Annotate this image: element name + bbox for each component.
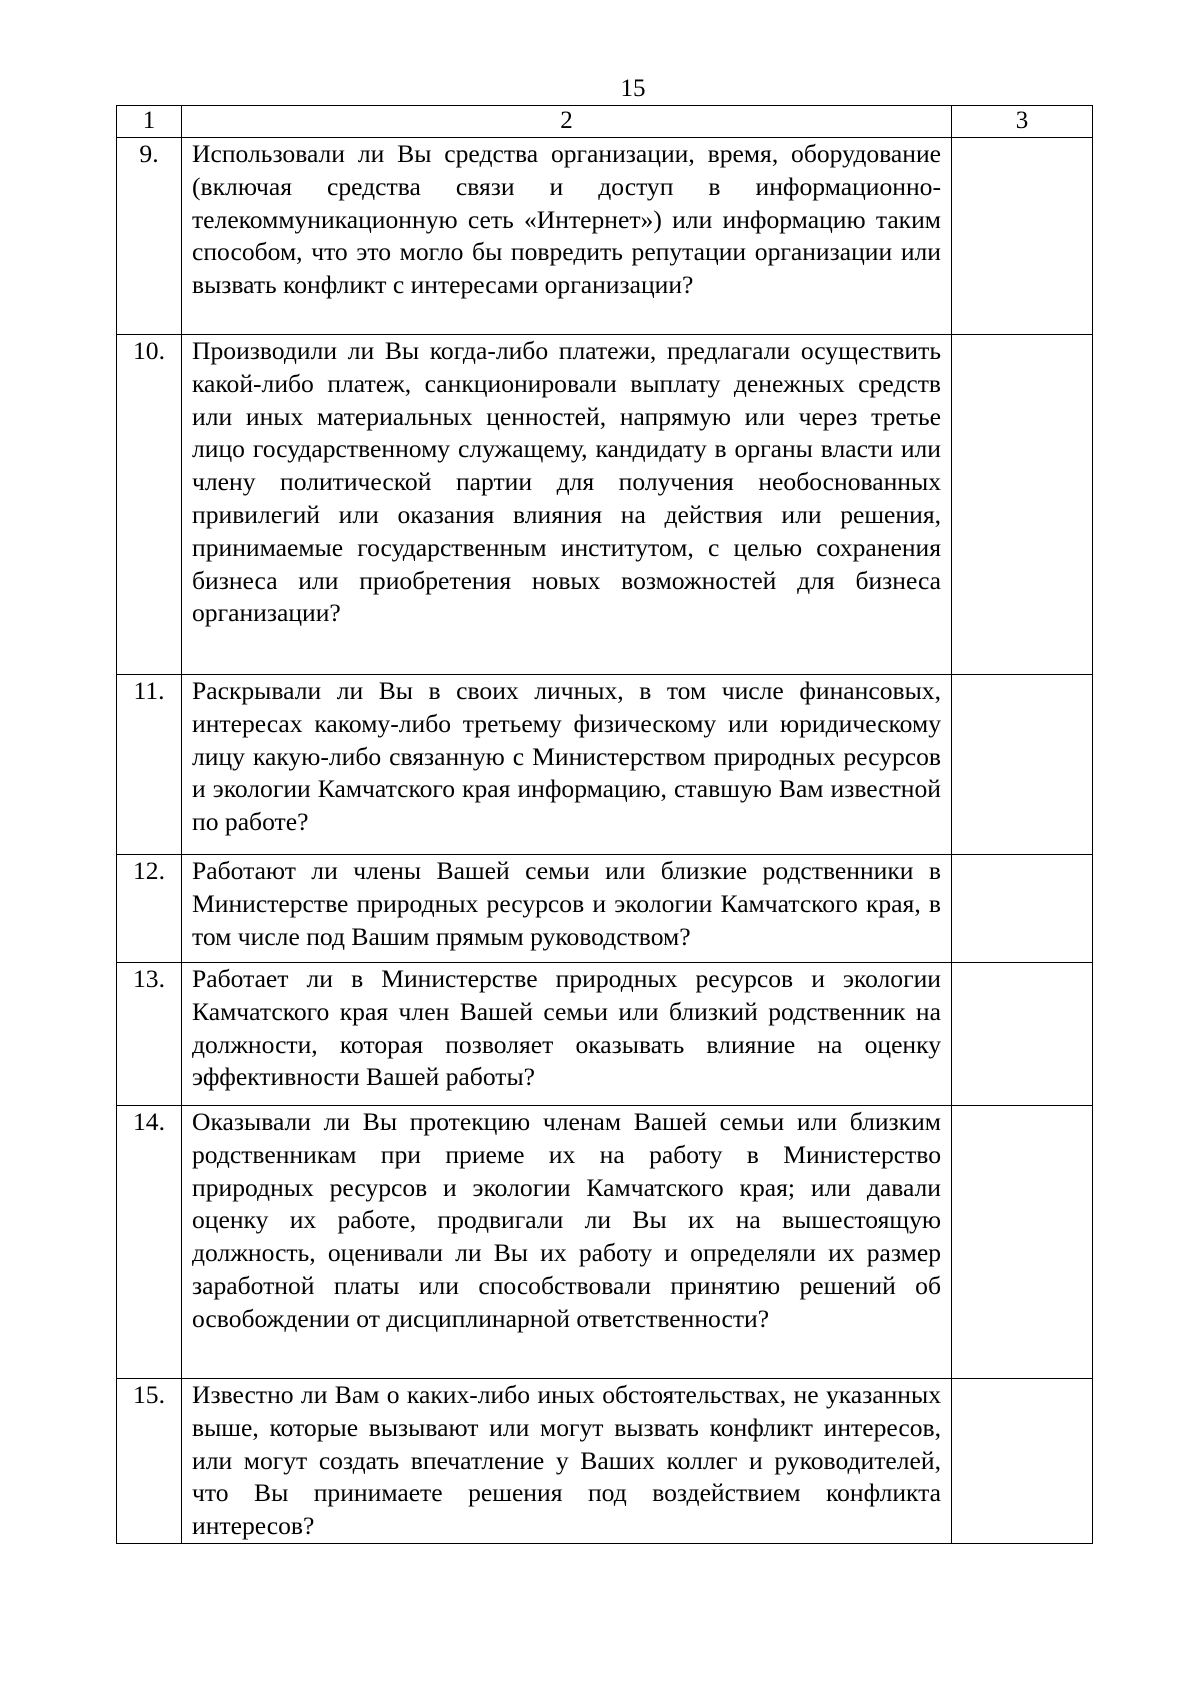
column-header-number: 1 <box>117 106 182 138</box>
table-row <box>117 675 1093 855</box>
question-text: Работают ли члены Вашей семьи или близкие родственники в Министерстве природных ресурсов и экологии Камчатского края, в том числе под Вашим прямым руководством? <box>182 855 952 963</box>
table-row <box>117 1379 1093 1544</box>
row-number: 9. <box>117 138 182 335</box>
page-number: 15 <box>620 75 646 102</box>
table-row <box>117 335 1093 675</box>
table-row <box>117 138 1093 335</box>
answer-cell[interactable] <box>952 1106 1093 1379</box>
question-text: Известно ли Вам о каких-либо иных обстоятельствах, не указанных выше, которые вызывают или могут вызвать конфликт интересов, или могут создать впечатление у Ваших коллег и руководителей, что Вы принимаете решения под воздействием конфликта интересов? <box>182 1379 952 1544</box>
question-text: Использовали ли Вы средства организации, время, оборудование (включая средства связи и доступ в информационно-телекоммуникационную сеть «Интернет») или информацию таким способом, что это могло бы повредить репутации организации или вызвать конфликт с интересами организации? <box>182 138 952 335</box>
question-text: Работает ли в Министерстве природных ресурсов и экологии Камчатского края член Вашей семьи или близкий родственник на должности, которая позволяет оказывать влияние на оценку эффективности Вашей работы? <box>182 963 952 1106</box>
row-number: 10. <box>117 335 182 675</box>
answer-cell[interactable] <box>952 675 1093 855</box>
question-text: Раскрывали ли Вы в своих личных, в том числе финансовых, интересах какому-либо третьему физическому или юридическому лицу какую-либо связанную с Министерством природных ресурсов и экологии Камчатского края информацию, ставшую Вам известной по работе? <box>182 675 952 855</box>
answer-cell[interactable] <box>952 855 1093 963</box>
row-number: 14. <box>117 1106 182 1379</box>
answer-cell[interactable] <box>952 963 1093 1106</box>
answer-cell[interactable] <box>952 1379 1093 1544</box>
table-row <box>117 1106 1093 1379</box>
question-text: Производили ли Вы когда-либо платежи, предлагали осуществить какой-либо платеж, санкционировали выплату денежных средств или иных материальных ценностей, напрямую или через третье лицо государственному служащему, кандидату в органы власти или члену политической партии для получения необоснованных привилегий или оказания влияния на действия или решения, принимаемые государственным институтом, с целью сохранения бизнеса или приобретения новых возможностей для бизнеса организации? <box>182 335 952 675</box>
answer-cell[interactable] <box>952 138 1093 335</box>
column-header-question: 2 <box>182 106 952 138</box>
questionnaire-table <box>116 105 1093 1544</box>
table-row <box>117 855 1093 963</box>
answer-cell[interactable] <box>952 335 1093 675</box>
row-number: 13. <box>117 963 182 1106</box>
row-number: 11. <box>117 675 182 855</box>
table-row <box>117 963 1093 1106</box>
column-header-answer: 3 <box>952 106 1093 138</box>
row-number: 15. <box>117 1379 182 1544</box>
row-number: 12. <box>117 855 182 963</box>
question-text: Оказывали ли Вы протекцию членам Вашей семьи или близким родственникам при приеме их на работу в Министерство природных ресурсов и экологии Камчатского края; или давали оценку их работе, продвигали ли Вы их на вышестоящую должность, оценивали ли Вы их работу и определяли их размер заработной платы или способствовали принятию решений об освобождении от дисциплинарной ответственности? <box>182 1106 952 1379</box>
table-header-row <box>117 106 1093 138</box>
